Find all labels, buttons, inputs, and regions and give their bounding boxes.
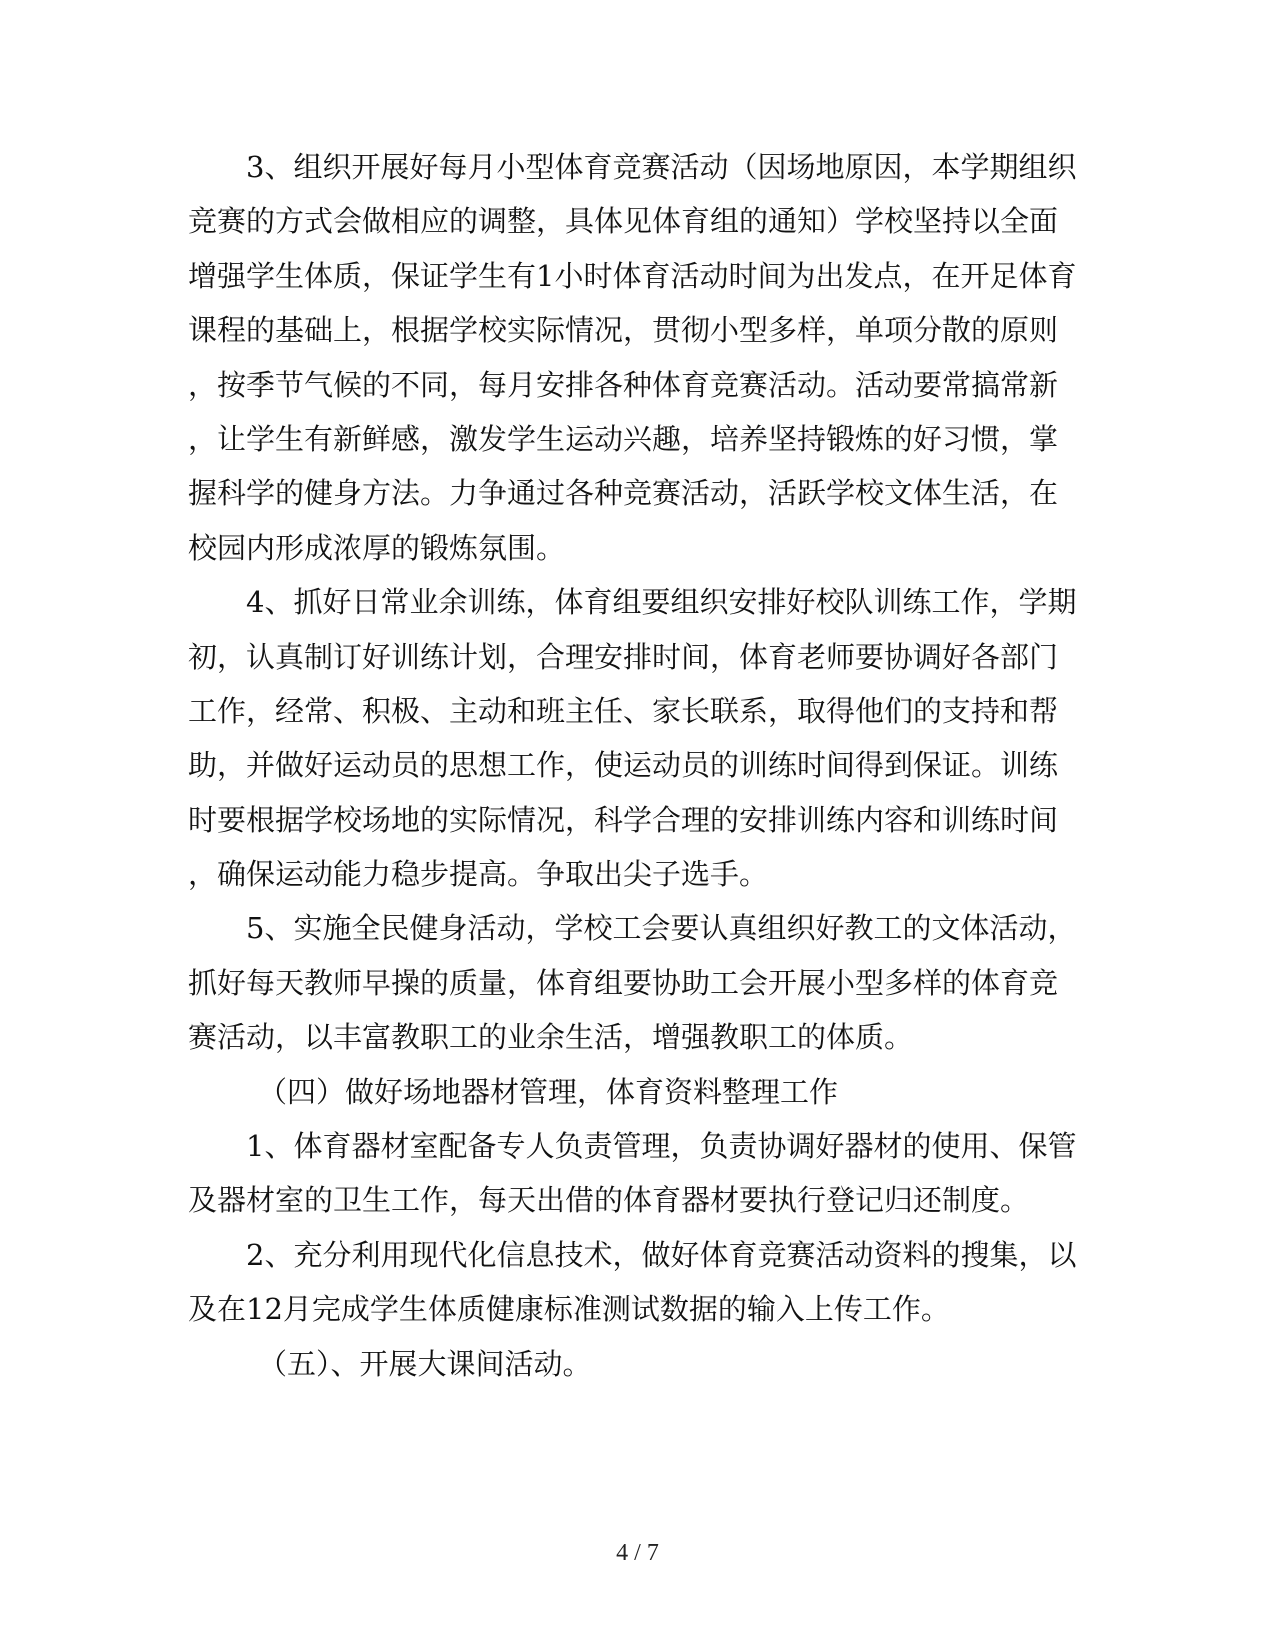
item-2-line: 2、充分利用现代化信息技术，做好体育竞赛活动资料的搜集，以 [246,1237,1077,1272]
paragraph-5-line: 5、实施全民健身活动，学校工会要认真组织好教工的文体活动， [246,911,1077,946]
paragraph-4-line: 初，认真制订好训练计划，合理安排时间，体育老师要协调好各部门 [188,639,1059,674]
section-heading-5: （五）、开展大课间活动。 [258,1346,592,1381]
section-heading-4: （四）做好场地器材管理，体育资料整理工作 [258,1074,839,1109]
paragraph-3-line: 增强学生体质，保证学生有1小时体育活动时间为出发点，在开足体育 [188,258,1077,293]
paragraph-3-line: 校园内形成浓厚的锻炼氛围。 [188,530,566,565]
paragraph-3-line: 3、组织开展好每月小型体育竞赛活动（因场地原因，本学期组织 [246,150,1077,184]
paragraph-3-line: 竞赛的方式会做相应的调整，具体见体育组的通知）学校坚持以全面 [188,204,1059,239]
page-number: 4 / 7 [616,1540,659,1566]
paragraph-4-line: 时要根据学校场地的实际情况，科学合理的安排训练内容和训练时间 [188,802,1059,837]
document-body [188,140,1088,1391]
paragraph-3-line: 握科学的健身方法。力争通过各种竞赛活动，活跃学校文体生活，在 [188,476,1059,511]
paragraph-4-line: 助，并做好运动员的思想工作，使运动员的训练时间得到保证。训练 [188,748,1059,783]
paragraph-3-line: 课程的基础上，根据学校实际情况，贯彻小型多样，单项分散的原则 [188,313,1059,348]
paragraph-4-line: 工作，经常、积极、主动和班主任、家长联系，取得他们的支持和帮 [188,693,1059,728]
paragraph-4-line: 4、抓好日常业余训练，体育组要组织安排好校队训练工作，学期 [246,585,1077,620]
paragraph-5-line: 赛活动，以丰富教职工的业余生活，增强教职工的体质。 [188,1020,914,1055]
paragraph-5-line: 抓好每天教师早操的质量，体育组要协助工会开展小型多样的体育竞 [188,965,1059,1000]
paragraph-4-line: ，确保运动能力稳步提高。争取出尖子选手。 [188,857,769,892]
paragraph-3-line: ，按季节气候的不同，每月安排各种体育竞赛活动。活动要常搞常新 [188,367,1059,402]
item-2-line: 及在12月完成学生体质健康标准测试数据的输入上传工作。 [188,1292,950,1327]
item-1-line: 1、体育器材室配备专人负责管理，负责协调好器材的使用、保管 [246,1129,1077,1164]
item-1-line: 及器材室的卫生工作，每天出借的体育器材要执行登记归还制度。 [188,1183,1030,1218]
paragraph-3-line: ，让学生有新鲜感，激发学生运动兴趣，培养坚持锻炼的好习惯，掌 [188,421,1059,456]
